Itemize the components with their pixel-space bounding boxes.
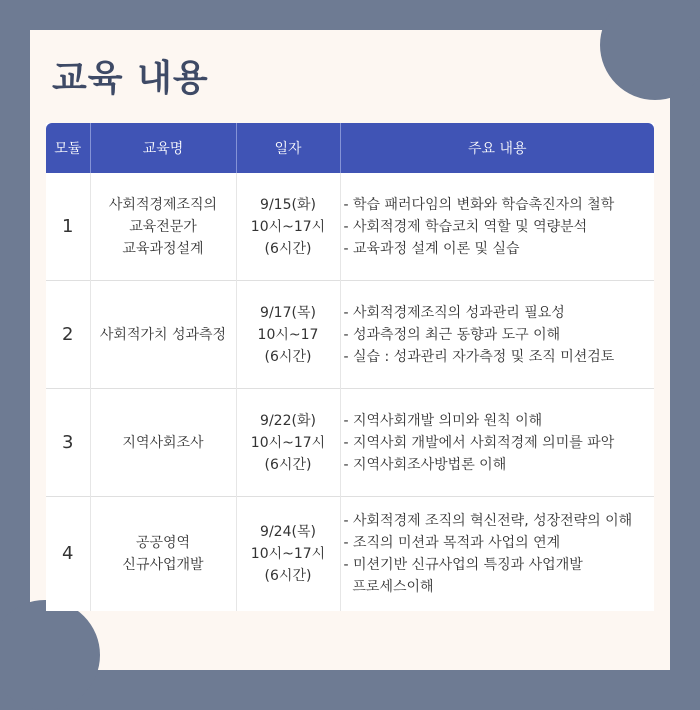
date-line: 10시~17시 xyxy=(250,434,326,451)
content-line: 프로세스이해 xyxy=(343,579,434,595)
date-line: 10시~17시 xyxy=(250,546,326,562)
header-module: 모듈 xyxy=(46,123,90,173)
date-line: 10시~17 xyxy=(257,326,319,343)
content-line: - 사회적경제 조직의 혁신전략, 성장전략의 이해 xyxy=(343,513,633,529)
course-name-line: 교육전문가 xyxy=(129,218,197,235)
module-number: 3 xyxy=(46,389,90,497)
header-date: 일자 xyxy=(236,123,340,173)
course-content xyxy=(340,389,654,497)
course-content xyxy=(340,173,654,281)
module-number: 4 xyxy=(46,497,90,612)
header-main-content: 주요 내용 xyxy=(340,123,654,173)
date-line: (6시간) xyxy=(264,456,312,473)
content-line: - 지역사회개발 의미와 원칙 이해 xyxy=(343,412,543,429)
course-date xyxy=(236,173,340,281)
content-line: - 사회적경제조직의 성과관리 필요성 xyxy=(343,304,565,321)
course-name-line: 공공영역 xyxy=(135,535,191,551)
table-row xyxy=(46,173,654,281)
table-header-row xyxy=(46,123,654,173)
module-number: 1 xyxy=(62,215,74,237)
course-content xyxy=(340,281,654,389)
date-line: (6시간) xyxy=(264,348,312,365)
content-line: - 사회적경제 학습코치 역할 및 역량분석 xyxy=(343,218,588,235)
course-name xyxy=(90,497,236,612)
course-name-line: 신규사업개발 xyxy=(122,557,204,573)
corner-decoration-bottom-left xyxy=(0,600,100,710)
course-name-line: 교육과정설계 xyxy=(122,240,204,257)
course-name xyxy=(90,389,236,497)
date-line: (6시간) xyxy=(264,568,312,584)
course-name-line: 사회적경제조직의 xyxy=(108,196,218,213)
header-course-name: 교육명 xyxy=(90,123,236,173)
course-name-line: 사회적가치 성과측정 xyxy=(99,326,227,343)
curriculum-table xyxy=(46,123,654,611)
content-line: - 성과측정의 최근 동향과 도구 이해 xyxy=(343,326,561,343)
content-line: - 실습 : 성과관리 자가측정 및 조직 미션검토 xyxy=(343,348,615,365)
course-date xyxy=(236,281,340,389)
content-line: - 학습 패러다임의 변화와 학습촉진자의 철학 xyxy=(343,196,615,213)
module-number: 2 xyxy=(46,281,90,389)
content-line: - 교육과정 설계 이론 및 실습 xyxy=(343,240,520,257)
date-line: (6시간) xyxy=(264,240,312,257)
content-line: - 미션기반 신규사업의 특징과 사업개발 xyxy=(343,557,583,573)
table-row xyxy=(46,389,654,497)
corner-decoration-top-right xyxy=(600,0,700,100)
date-line: 10시~17시 xyxy=(250,218,326,235)
page-title: 교육 내용 xyxy=(52,58,209,99)
course-name-line: 지역사회조사 xyxy=(122,434,204,451)
date-line: 9/15(화) xyxy=(260,196,316,213)
content-line: - 지역사회 개발에서 사회적경제 의미를 파악 xyxy=(343,434,615,451)
course-date xyxy=(236,497,340,612)
course-content xyxy=(340,497,654,612)
content-line: - 지역사회조사방법론 이해 xyxy=(343,456,507,473)
date-line: 9/24(목) xyxy=(260,524,316,540)
date-line: 9/22(화) xyxy=(260,412,316,429)
table-row xyxy=(46,497,654,612)
course-name xyxy=(90,173,236,281)
date-line: 9/17(목) xyxy=(260,304,316,321)
course-date xyxy=(236,389,340,497)
table-row xyxy=(46,281,654,389)
content-line: - 조직의 미션과 목적과 사업의 연계 xyxy=(343,535,561,551)
course-name xyxy=(90,281,236,389)
